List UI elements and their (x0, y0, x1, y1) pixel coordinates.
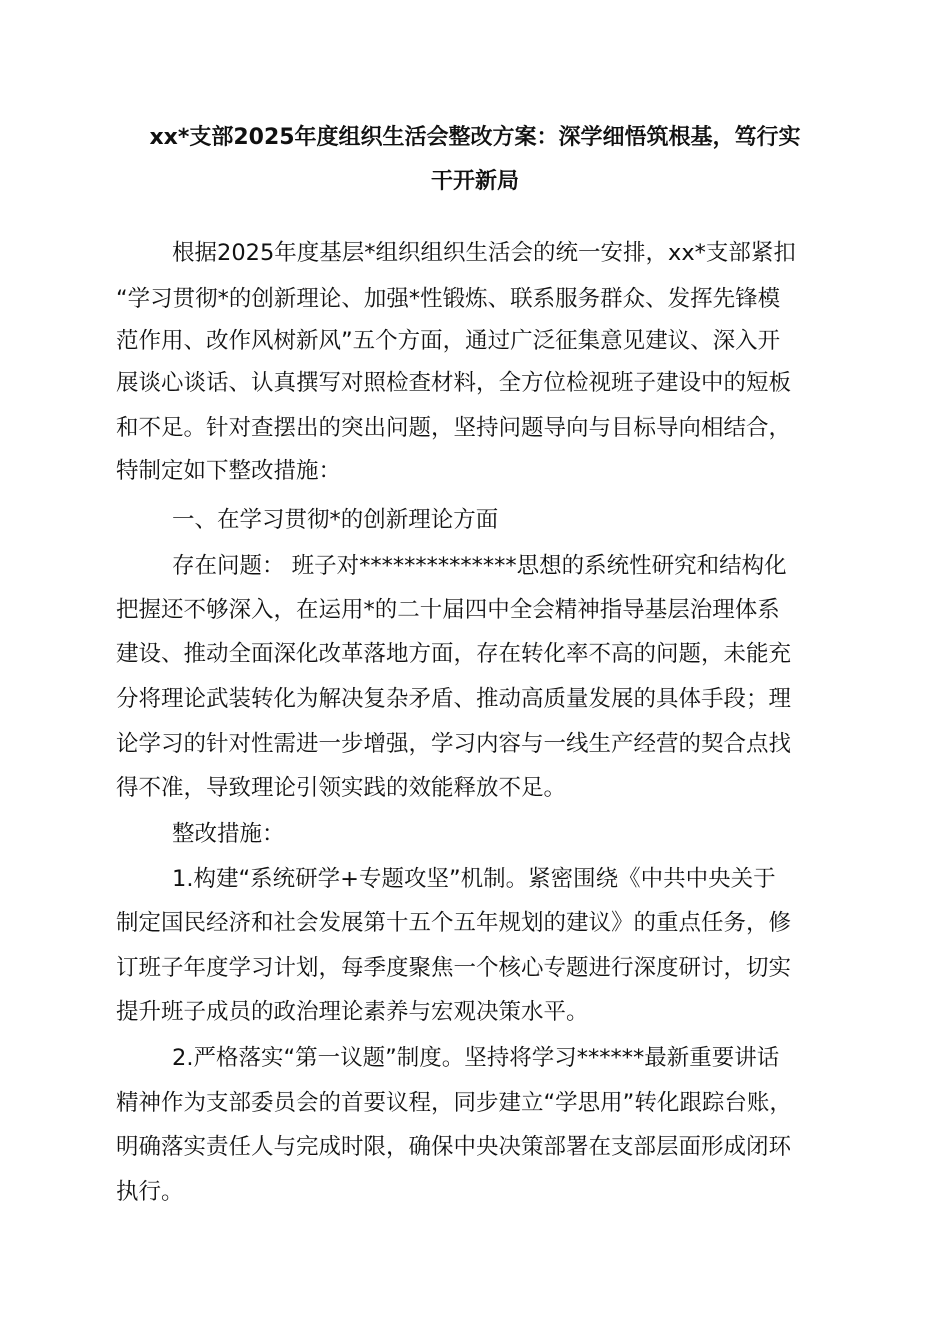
intro-line: 和不足。针对查摆出的突出问题，坚持问题导向与目标导向相结合， (116, 415, 792, 441)
measure-line: 精神作为支部委员会的首要议程，同步建立“学思用”转化跟踪台账， (116, 1090, 792, 1116)
measures-label: 整改措施： (172, 821, 285, 847)
measure-line: 1.构建“系统研学+专题攻坚”机制。紧密围绕《中共中央关于 (172, 866, 776, 892)
title-line-1: xx*支部2025年度组织生活会整改方案：深学细悟筑根基，笃行实 (149, 125, 801, 150)
measure-line: 执行。 (116, 1179, 184, 1205)
document-title (110, 116, 840, 204)
problem-line: 得不准，导致理论引领实践的效能释放不足。 (116, 775, 567, 801)
intro-line: “学习贯彻*的创新理论、加强*性锻炼、联系服务群众、发挥先锋模 (116, 286, 781, 312)
intro-line: 特制定如下整改措施： (116, 458, 342, 484)
problem-line: 存在问题： 班子对**************思想的系统性研究和结构化 (172, 553, 787, 579)
measure-line: 制定国民经济和社会发展第十五个五年规划的建议》的重点任务，修 (116, 910, 792, 936)
measure-line: 2.严格落实“第一议题”制度。坚持将学习******最新重要讲话 (172, 1045, 780, 1071)
problem-line: 论学习的针对性需进一步增强，学习内容与一线生产经营的契合点找 (116, 731, 792, 757)
measure-line: 提升班子成员的政治理论素养与宏观决策水平。 (116, 999, 589, 1025)
intro-line: 根据2025年度基层*组织组织生活会的统一安排，xx*支部紧扣 (172, 240, 796, 266)
title-line-2: 干开新局 (430, 169, 519, 194)
intro-line: 展谈心谈话、认真撰写对照检查材料，全方位检视班子建设中的短板 (116, 370, 792, 396)
problem-line: 分将理论武装转化为解决复杂矛盾、推动高质量发展的具体手段；理 (116, 686, 792, 712)
section-heading: 一、在学习贯彻*的创新理论方面 (172, 507, 499, 533)
intro-line: 范作用、改作风树新风”五个方面，通过广泛征集意见建议、深入开 (116, 328, 781, 354)
problem-line: 把握还不够深入，在运用*的二十届四中全会精神指导基层治理体系 (116, 597, 780, 623)
measure-line: 订班子年度学习计划，每季度聚焦一个核心专题进行深度研讨，切实 (116, 955, 792, 981)
measure-line: 明确落实责任人与完成时限，确保中央决策部署在支部层面形成闭环 (116, 1134, 792, 1160)
problem-line: 建设、推动全面深化改革落地方面，存在转化率不高的问题，未能充 (116, 641, 792, 667)
